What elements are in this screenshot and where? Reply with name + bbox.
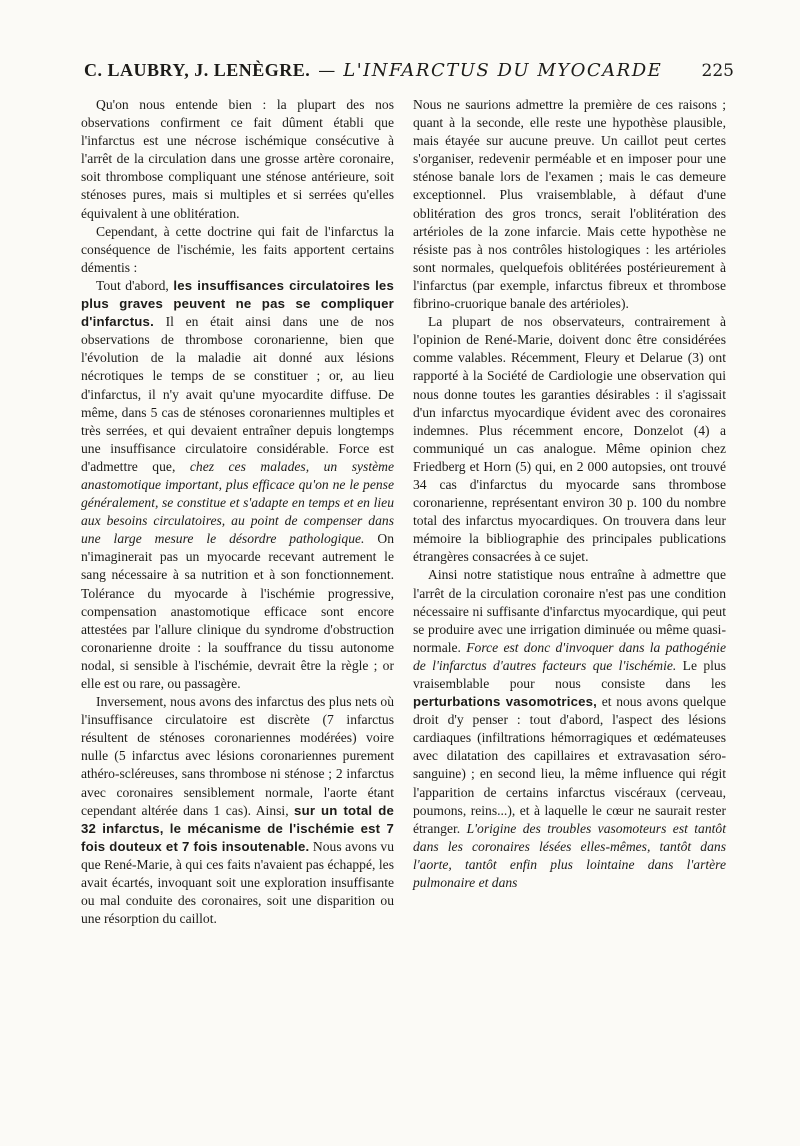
bold-text: les insuffisances circulatoires les plus graves peuvent ne pas se compliquer d'infarctus. (81, 277, 394, 330)
text-run: Tout d'abord, (96, 277, 174, 293)
paragraph: Nous ne saurions admettre la première de ces raisons ; quant à la seconde, elle reste une hypothèse plausible, mais étayée sur aucune preuve. Un caillot peut certes s'organiser, redevenir perméable et en imposer pour une sténose banale lors de l'examen ; mais le cas demeure exceptionnel. Plus vraisemblable, à défaut d'une oblitération des gros troncs, serait l'oblitération des artérioles de la zone infarcie. Mais cette hypothèse ne résiste pas à nos contrôles histologiques : les artérioles sont normales, quelquefois oblitérées postérieurement à l'infarctus (par exemple, infarctus fibreux et thrombose fibrino-cruorique banale des artérioles). (413, 97, 726, 312)
paragraph (81, 693, 394, 928)
text-run: Le plus vraisemblable pour nous consiste dans les (413, 657, 726, 691)
paragraph: Cependant, à cette doctrine qui fait de l'infarctus la conséquence de l'ischémie, les faits apportent certains démentis : (81, 223, 394, 275)
text-run: Inversement, nous avons des infarctus des plus nets où l'insuffisance circulatoire est discrète (7 infarctus résultent de sténoses coronariennes modérées) voire nulle (5 infarctus avec lésions coronariennes purement athéro-scléreuses, sans thrombose ni sténose ; 2 infarctus avec coronaires sensiblement normale, l'aorte étant cependant altérée dans 1 cas). Ainsi, (81, 694, 394, 818)
italic-text: chez ces malades, un système anastomotique important, plus efficace qu'on ne le pense généralement, se constitue et s'adapte en temps et en lieu aux besoins circulatoires, au point de compenser dans une large mesure le désordre pathologique. (81, 458, 394, 547)
text-run: et nous avons quelque droit d'y penser : tout d'abord, l'aspect des lésions cardiaques (infiltrations hémorragiques et œdémateuses avec dilatation des capillaires et extravasation séro-sanguine) ; en second lieu, la même influence qui régit l'apparition de certains infarctus viscéraux (cerveau, poumons, reins...), et à laquelle le cœur ne saurait rester étranger. (413, 694, 726, 836)
italic-text: Force est donc d'invoquer dans la pathogénie de l'infarctus d'autres facteurs que l'ischémie. (413, 639, 726, 673)
header-authors: C. LAUBRY, J. LENÈGRE. (84, 60, 311, 80)
paragraph: Qu'on nous entende bien : la plupart des nos observations confirment ce fait dûment établi que l'infarctus est une nécrose ischémique consécutive à l'arrêt de la circulation dans une grosse artère coronaire, soit thrombose compliquant une sténose antérieure, soit sténoses pures, mais si multiples et si serrées qu'elles équivalent à une oblitération. (81, 97, 394, 221)
header-title: L'INFARCTUS DU MYOCARDE (343, 60, 663, 81)
text-run: Nous avons vu que René-Marie, à qui ces faits n'avaient pas échappé, les avait écartés, invoquant soit une exploration insuffisante ou mal conduite des coronaires, soit une disparition ou une résorption du caillot. (81, 838, 394, 927)
right-column (413, 96, 726, 892)
italic-text: L'origine des troubles vasomoteurs est tantôt dans les coronaires lésées elles-mêmes, tantôt dans l'aorte, tantôt enfin plus lointaine dans l'artère pulmonaire et dans (413, 820, 726, 891)
paragraph (81, 277, 394, 693)
paragraph (413, 566, 726, 892)
running-header (84, 60, 734, 90)
text-run: Il en était ainsi dans une de nos observations de thrombose coronarienne, bien que l'évolution de la maladie ait donné aux lésions nécrotiques le temps de se constituer ; or, au lieu d'infarctus, il n'y avait qu'une myocardite diffuse. De même, dans 5 cas de sténoses coronariennes multiples et très serrées, et qui devaient entraîner depuis longtemps une insuffisance circulatoire considérable. Force est d'admettre que, (81, 314, 394, 474)
header-dash: — (318, 61, 336, 81)
page-number: 225 (701, 61, 734, 81)
paragraph: La plupart de nos observateurs, contrairement à l'opinion de René-Marie, doivent donc être considérées comme valables. Récemment, Fleury et Delarue (3) ont rapporté à la Société de Cardiologie une observation qui nous donne toutes les garanties désirables : il s'agissait d'un infarctus myocardique évident avec des coronaires indemnes. Plus récemment encore, Donzelot (4) a communiqué un cas analogue. Même opinion chez Friedberg et Horn (5) qui, en 2 000 autopsies, ont trouvé 34 cas d'infarctus du myocarde sans thrombose coronarienne, représentant environ 30 p. 100 du nombre total des infarctus myocardiques. On trouvera dans leur mémoire la bibliographie des principales publications étrangères consacrées à ce sujet. (413, 314, 726, 565)
text-run: On n'imaginerait pas un myocarde recevant autrement le sang nécessaire à sa nutrition et à son fonctionnement. Tolérance du myocarde à l'ischémie progressive, compensation anastomotique efficace sont encore attestées par l'allure clinique du syndrome d'obstruction coronarienne droite : la souffrance du tissu autonome nodal, si sensible à l'ischémie, devrait être la règle ; or elle est ou rare, ou passagère. (81, 531, 394, 691)
text-run: Ainsi notre statistique nous entraîne à admettre que l'arrêt de la circulation coronaire n'est pas une condition nécessaire ni suffisante d'infarctus myocardique, qui peut se produire avec une irrigation diminuée ou même quasi-normale. (413, 567, 726, 655)
bold-text: perturbations vasomotrices, (413, 694, 598, 710)
left-column (81, 96, 394, 928)
bold-text: sur un total de 32 infarctus, le mécanisme de l'ischémie est 7 fois douteux et 7 fois insoutenable. (81, 802, 394, 854)
